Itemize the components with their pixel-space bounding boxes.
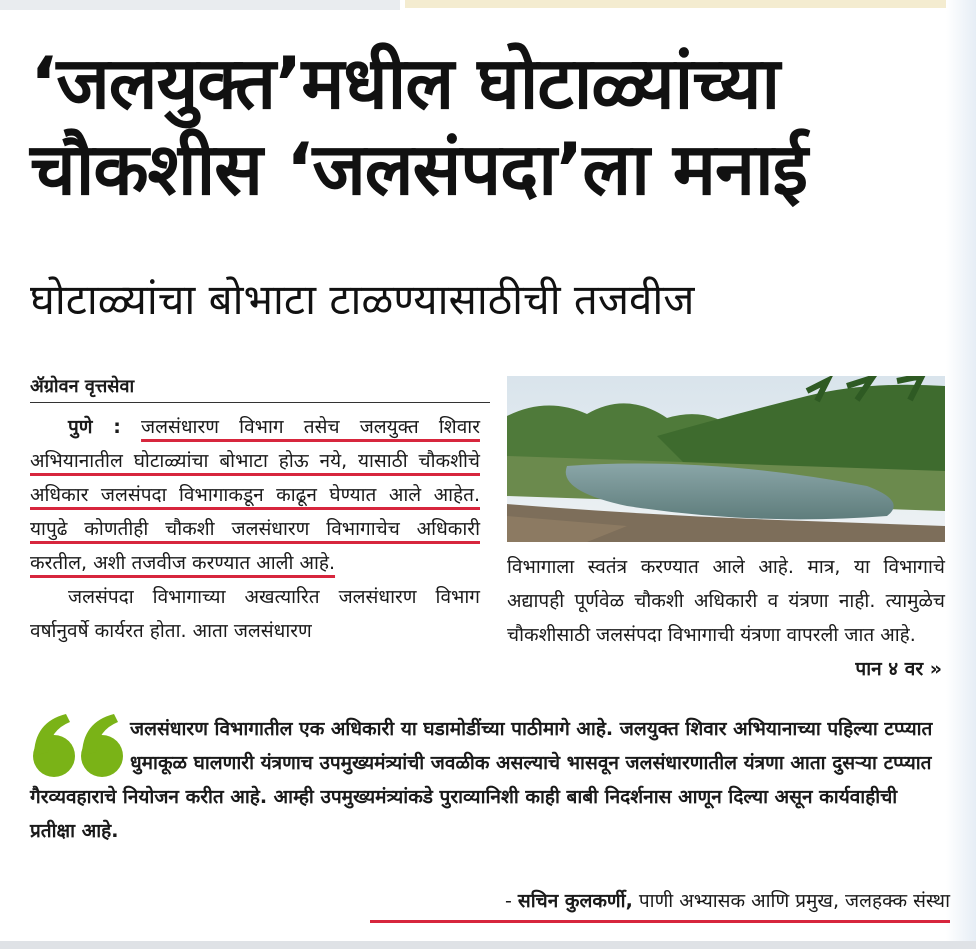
article-photo [507, 376, 945, 542]
headline-line-2: चौकशीस ‘जलसंपदा’ला मनाई [30, 127, 807, 211]
article-paragraph-2: जलसंपदा विभागाच्या अखत्यारित जलसंधारण विभाग वर्षानुवर्षे कार्यरत होता. आता जलसंधारण [30, 586, 480, 642]
article-right-column [507, 550, 945, 652]
attribution-role: पाणी अभ्यासक आणि प्रमुख, जलहक्क संस्था [638, 890, 950, 912]
article-left-column [30, 410, 480, 648]
bottom-page-edge [0, 941, 976, 949]
pull-quote [30, 712, 945, 848]
attribution-name: सचिन कुलकर्णी, [517, 890, 633, 912]
top-edge-bar-tint [405, 0, 950, 8]
pull-quote-text: जलसंधारण विभागातील एक अधिकारी या घडामोडींच्या पाठीमागे आहे. जलयुक्त शिवार अभियानाच्या पहिल्या टप्प्यात धुमाकूळ घालणारी यंत्रणाच उपमुख्यमंत्र्यांची जवळीक असल्याचे भासवून जलसंधारणातील यंत्रणा आता दुसऱ्या टप्प्यात गैरव्यवहाराचे नियोजन करीत आहे. आम्ही उपमुख्यमंत्र्यांकडे पुराव्यानिशी काही बाबी निदर्शनास आणून दिल्या असून कार्यवाहीची प्रतीक्षा आहे. [30, 718, 933, 842]
dateline: पुणे : [68, 416, 121, 438]
quote-attribution [370, 884, 950, 923]
pond-landscape-image [507, 376, 945, 542]
highlighted-text: जलसंधारण विभाग तसेच जलयुक्त शिवार अभियानातील घोटाळ्यांचा बोभाटा होऊ नये, यासाठी चौकशीचे अधिकार जलसंपदा विभागाकडून काढून घेण्यात आले आहेत. यापुढे कोणतीही चौकशी जलसंधारण विभागाचेच अधिकारी करतील, अशी तजवीज करण्यात आली आहे. [30, 416, 480, 574]
article-paragraph-1 [30, 410, 480, 580]
headline-line-1: ‘जलयुक्त’मधील घोटाळ्यांच्या [30, 41, 780, 125]
byline: ॲग्रोवन वृत्तसेवा [30, 372, 490, 403]
headline [30, 40, 940, 212]
right-page-edge [946, 0, 976, 949]
attribution-dash: - [504, 890, 518, 912]
top-edge-bar [0, 0, 400, 10]
subheadline: घोटाळ्यांचा बोभाटा टाळण्यासाठीची तजवीज [30, 275, 695, 324]
continued-on-page: पान ४ वर » [855, 658, 942, 680]
article-paragraph-3: विभागाला स्वतंत्र करण्यात आले आहे. मात्र, या विभागाचे अद्यापही पूर्णवेळ चौकशी अधिकारी व यंत्रणा नाही. त्यामुळेच चौकशीसाठी जलसंपदा विभागाची यंत्रणा वापरली जात आहे. [507, 556, 945, 646]
